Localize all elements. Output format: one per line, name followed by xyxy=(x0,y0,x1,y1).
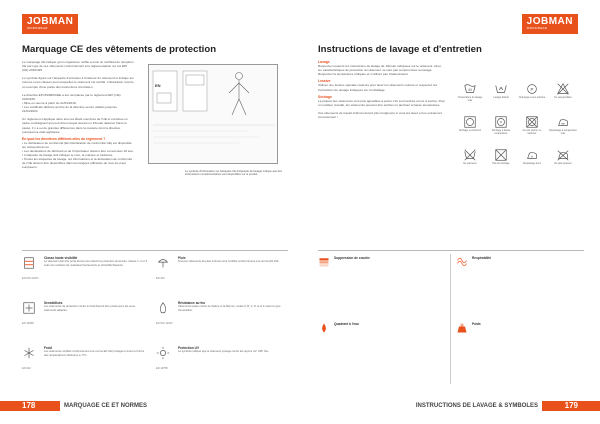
jobman-logo: JOBMAN WORKWEAR xyxy=(22,14,78,34)
sun-icon xyxy=(156,346,170,360)
symbol-entry xyxy=(456,322,584,334)
standard-description xyxy=(44,346,148,357)
care-symbol xyxy=(456,115,484,133)
hi-vis-icon xyxy=(22,256,36,270)
jobman-logo: JOBMAN WORKWEAR xyxy=(522,14,578,34)
care-symbol-caption: Température du lavage max xyxy=(457,96,483,102)
symbol-entry xyxy=(456,256,584,268)
standard-name: Protection UV xyxy=(178,346,200,350)
care-symbol xyxy=(456,82,484,103)
standard-name: Froid xyxy=(44,346,52,350)
bleach-icon xyxy=(525,82,539,96)
page-number: 178 xyxy=(22,401,36,410)
column-divider xyxy=(450,254,451,384)
standard-icon-cell xyxy=(22,346,36,370)
care-symbol xyxy=(549,115,577,136)
standard-text: Vêtements testés contre la chaleur et la flamme, codes A, B, C, D, E et F selon le type d'exposition. xyxy=(178,305,281,312)
care-symbol-caption: Séchage à basse température xyxy=(491,129,511,135)
symbol-name: Suppression de couche xyxy=(334,256,370,260)
care-symbol-caption: Nettoyage à sec autorisé xyxy=(518,96,546,99)
intro-text: Le marquage CE indique qu'un organisme notifié a émis un certificat de réception CE par type de ces vêtements conformément à la réglementation sur les EPI (UE) 2016/425. Le symbole figure sur l'étiquette d'entretien à l'intérieur du vêtement et indique les normes et les classes pour lesquelles le vêtement est certifié. L'illustration montre un exemple d'une partie des instructions d'entretien. La directive EPI 89/686/CEE a été remplacée par le règlement EPI (UE) 2016/425. • Mise en œuvre à partir du 21/04/2018. • Les certificats délivrés au titre de la directive seront valides jusqu'au 21/04/2023. Un règlement s'applique dans tous les États membres de l'UE et constitue un cadre contraignant qui peut être invoqué devant un tribunal national. Dans le passé, il y a eu de grandes différences dans la manière dont la directive européenne était appliquée. En quoi les directives diffèrent-elles du règlement ? • Le déclarateur de conformité (EC-Déclaration de conformité UE) est disponible sur www.jobman.se. • Les déclarations de fabricant et de l'importateur doivent être conservées 10 ans. • L'étiquette de lavage doit indiquer le nom, la marque et l'adresse. • Toutes les étiquettes de lavage, les informations et la déclaration de conformité de l'UE doivent être disponibles dans les langues officielles de tous les pays européens. xyxy=(22,60,134,170)
label-note: Le symbole d'information sur l'étiquette CE (l'étiquette de lavage) indique que des informations complémentaires sont disponibles sur le produit. xyxy=(185,170,283,177)
care-symbol-caption: Lavage délicat xyxy=(493,96,509,99)
layers-icon xyxy=(318,256,330,268)
standard-text: Tous les vêtements de pluie Jobman sont certifiés conformément à la norme EN 343. xyxy=(178,260,280,263)
care-text: Lavage Respectez toujours les instructions de lavage de Jobman indiquées sur le vêtement. Ainsi, les caractéristiques de protection du vêtement ne sont pas compromises au lavage. Respectez la température indiquée et n'utilisez pas d'adoucissant. Lessive Utilisez une lessive spéciale couleurs pour laver les vêtements colorés et respectez les instructions de dosage indiquées sur l'emballage. Séchage La plupart des vêtements sont plus agréables à porter s'ils sont séchés et mis à sécher. Pour un meilleur résultat, les vêtements peuvent être séchés en tambour à basse température. Vos vêtements de travail Jobman durent plus longtemps si vous les lavez et les entretenez correctement ! xyxy=(318,60,446,120)
care-symbol-caption: Ne pas sécher en tambour xyxy=(522,129,542,135)
svg-text:EN: EN xyxy=(155,83,161,88)
no-bleach-icon xyxy=(556,82,570,96)
tumble-icon xyxy=(494,115,508,129)
care-symbol xyxy=(487,115,515,136)
page-title: Marquage CE des vêtements de protection xyxy=(22,44,217,55)
standard-description xyxy=(44,256,148,267)
standard-text: Les vêtements certifiés conformément à la norme EN 342 protègent contre le froid à des températures inférieures à -5°C. xyxy=(44,350,144,357)
weight-icon xyxy=(456,322,468,334)
standard-name: Résistance au feu xyxy=(178,301,206,305)
standard-text: Les vêtements de protection contre le froid doivent être portés avec les sous-vêtements adaptés. xyxy=(44,305,136,312)
flame-icon xyxy=(156,301,170,315)
standard-name: Classe haute visibilité xyxy=(44,256,78,260)
no-tumble-icon xyxy=(494,148,508,162)
symbol-entry xyxy=(318,322,446,334)
iron-icon xyxy=(556,115,570,129)
care-symbol xyxy=(518,82,546,100)
standard-icon-cell xyxy=(22,256,39,280)
care-symbol-caption: Ne pas laver xyxy=(463,162,477,165)
care-label-illustration xyxy=(148,64,278,164)
standard-text: Le vêtement doit être porté fermé pour obtenir la protection annoncée. Classe 1, 2 et 3 selon les surfaces de matériaux fluorescents et rétroréfléchissants. xyxy=(44,260,147,267)
symbol-name: Quadrant à l'eau xyxy=(334,322,359,326)
breath-icon xyxy=(456,256,468,268)
care-symbol xyxy=(487,82,515,100)
page-number: 179 xyxy=(564,401,578,410)
symbol-entry xyxy=(318,256,446,268)
divider xyxy=(22,250,288,251)
standard-name: Sensibilisés xyxy=(44,301,63,305)
right-page xyxy=(300,0,600,424)
footer-title: INSTRUCTIONS DE LAVAGE & SYMBOLES xyxy=(415,403,538,409)
care-symbol xyxy=(549,148,577,166)
care-symbol xyxy=(487,148,515,166)
cold-icon xyxy=(22,301,36,315)
snow-icon xyxy=(22,346,36,360)
standard-description xyxy=(178,346,282,354)
care-symbol-caption: Repassage doux xyxy=(523,162,541,165)
no-wash-icon xyxy=(463,148,477,162)
page-number-bar xyxy=(0,401,60,411)
standard-ref: EN 343 xyxy=(156,277,165,280)
standard-ref: EN ISO 20471 xyxy=(22,277,39,280)
standard-ref: EN 13758 xyxy=(156,367,168,370)
care-symbol xyxy=(518,115,546,136)
standard-ref: EN ISO 11612 xyxy=(156,322,173,325)
hand-wash-icon xyxy=(494,82,508,96)
iron-low-icon xyxy=(525,148,539,162)
standard-ref: EN 14058 xyxy=(22,322,34,325)
svg-text:40: 40 xyxy=(468,88,472,93)
standard-icon-cell xyxy=(156,256,170,280)
standard-text: Le symbole indique que le vêtement protège contre les rayons UV, UPF 40+. xyxy=(178,350,270,353)
standard-icon-cell xyxy=(156,346,170,370)
no-iron-icon xyxy=(556,148,570,162)
care-symbol-caption: Repassage à température max xyxy=(549,129,577,135)
care-symbol-caption: Ne pas javelliser xyxy=(554,96,572,99)
care-symbol xyxy=(456,148,484,166)
standard-description xyxy=(178,301,282,312)
wash-40-icon xyxy=(463,82,477,96)
footer-title: MARQUAGE CE ET NORMES xyxy=(64,403,148,409)
care-symbol xyxy=(549,82,577,100)
care-symbol-caption: Ne pas repasser xyxy=(554,162,572,165)
standard-description xyxy=(178,256,282,264)
standard-ref: EN 342 xyxy=(22,367,31,370)
care-symbol xyxy=(518,148,546,166)
symbol-name: Poids xyxy=(472,322,481,326)
divider xyxy=(318,250,584,251)
dry-icon xyxy=(463,115,477,129)
garment-label-icon xyxy=(149,65,279,165)
care-symbol-caption: Pas de séchage xyxy=(492,162,510,165)
symbol-name: Respirabilité xyxy=(472,256,492,260)
page-title: Instructions de lavage et d'entretien xyxy=(318,44,482,55)
rain-icon xyxy=(156,256,170,270)
standard-icon-cell xyxy=(156,301,173,325)
standard-icon-cell xyxy=(22,301,36,325)
standard-name: Pluie xyxy=(178,256,186,260)
page-number-bar xyxy=(542,401,600,411)
no-dry-icon xyxy=(525,115,539,129)
svg-text:P: P xyxy=(530,86,534,92)
standard-description xyxy=(44,301,148,312)
care-symbol-caption: Séchage en tambour xyxy=(458,129,482,132)
drop-icon xyxy=(318,322,330,334)
